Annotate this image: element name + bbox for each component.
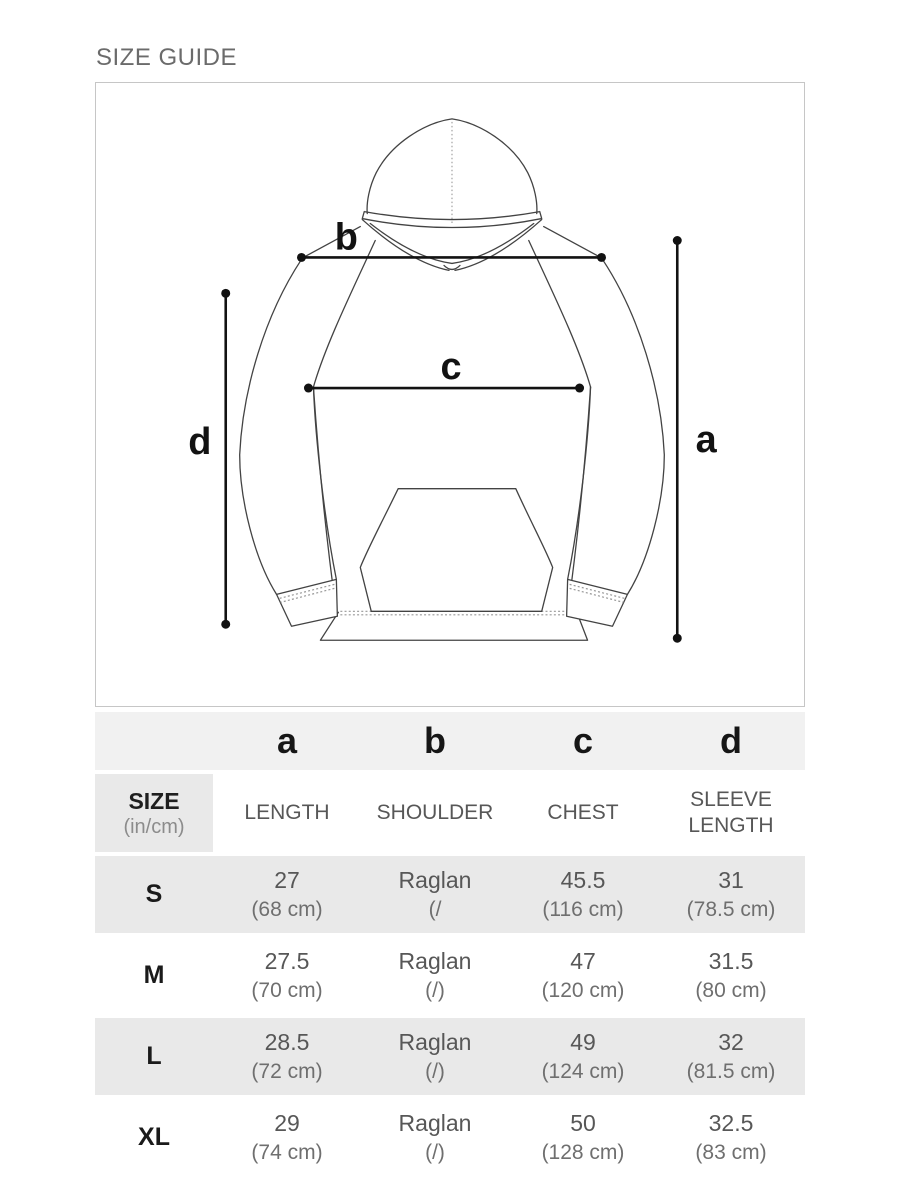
cell-xl-shoulder: Raglan (/) xyxy=(361,1099,509,1176)
size-row-s xyxy=(95,856,805,933)
cell-s-shoulder: Raglan (/ xyxy=(361,856,509,933)
letter-cell-empty xyxy=(95,712,213,770)
cell-l-sleeve: 32 (81.5 cm) xyxy=(657,1018,805,1095)
size-table xyxy=(95,708,805,1180)
letter-cell-b xyxy=(361,712,509,770)
letter-cell-d xyxy=(657,712,805,770)
cell-xl-length: 29 (74 cm) xyxy=(213,1099,361,1176)
left-cuff xyxy=(277,579,338,626)
size-label-cell: M xyxy=(95,937,213,1014)
cell-m-sleeve: 31.5 (80 cm) xyxy=(657,937,805,1014)
column-header-sleeve-length: SLEEVE LENGTH xyxy=(657,774,805,852)
pocket-outline xyxy=(360,489,552,612)
unit-label: (in/cm) xyxy=(123,816,185,839)
column-letter-b: b xyxy=(424,720,446,761)
size-label-cell: S xyxy=(95,856,213,933)
cell-m-shoulder: Raglan (/) xyxy=(361,937,509,1014)
page-title: SIZE GUIDE xyxy=(96,44,238,71)
size-row-m xyxy=(95,937,805,1014)
size-label-cell: L xyxy=(95,1018,213,1095)
cell-s-length: 27 (68 cm) xyxy=(213,856,361,933)
cell-l-length: 28.5 (72 cm) xyxy=(213,1018,361,1095)
letter-cell-a xyxy=(213,712,361,770)
size-header-label: SIZE xyxy=(128,787,180,814)
cell-l-shoulder: Raglan (/) xyxy=(361,1018,509,1095)
column-header-length: LENGTH xyxy=(213,774,361,852)
measurement-b xyxy=(297,216,606,261)
cell-m-chest: 47 (120 cm) xyxy=(509,937,657,1014)
hoodie-diagram-panel xyxy=(95,82,805,707)
cell-xl-sleeve: 32.5 (83 cm) xyxy=(657,1099,805,1176)
column-header-chest: CHEST xyxy=(509,774,657,852)
cell-m-length: 27.5 (70 cm) xyxy=(213,937,361,1014)
right-cuff xyxy=(567,579,628,626)
letter-header-row xyxy=(95,712,805,770)
measurement-label-d: d xyxy=(188,420,212,463)
measurement-c xyxy=(304,346,584,392)
column-header-row xyxy=(95,774,805,852)
size-unit-cell xyxy=(95,774,213,852)
column-letter-d: d xyxy=(720,720,742,761)
size-row-xl xyxy=(95,1099,805,1176)
column-letter-a: a xyxy=(276,720,298,761)
size-row-l xyxy=(95,1018,805,1095)
cell-l-chest: 49 (124 cm) xyxy=(509,1018,657,1095)
cell-s-sleeve: 31 (78.5 cm) xyxy=(657,856,805,933)
cell-xl-chest: 50 (128 cm) xyxy=(509,1099,657,1176)
measurement-label-a: a xyxy=(695,418,717,461)
letter-cell-c xyxy=(509,712,657,770)
measurement-label-b: b xyxy=(334,216,358,259)
measurement-a xyxy=(673,236,718,643)
hem-band xyxy=(320,612,587,640)
measurement-d xyxy=(188,289,230,629)
cell-s-chest: 45.5 (116 cm) xyxy=(509,856,657,933)
measurement-label-c: c xyxy=(440,346,462,389)
size-label-cell: XL xyxy=(95,1099,213,1176)
column-letter-c: c xyxy=(572,720,594,761)
hoodie-diagram xyxy=(96,83,804,706)
column-header-shoulder: SHOULDER xyxy=(361,774,509,852)
